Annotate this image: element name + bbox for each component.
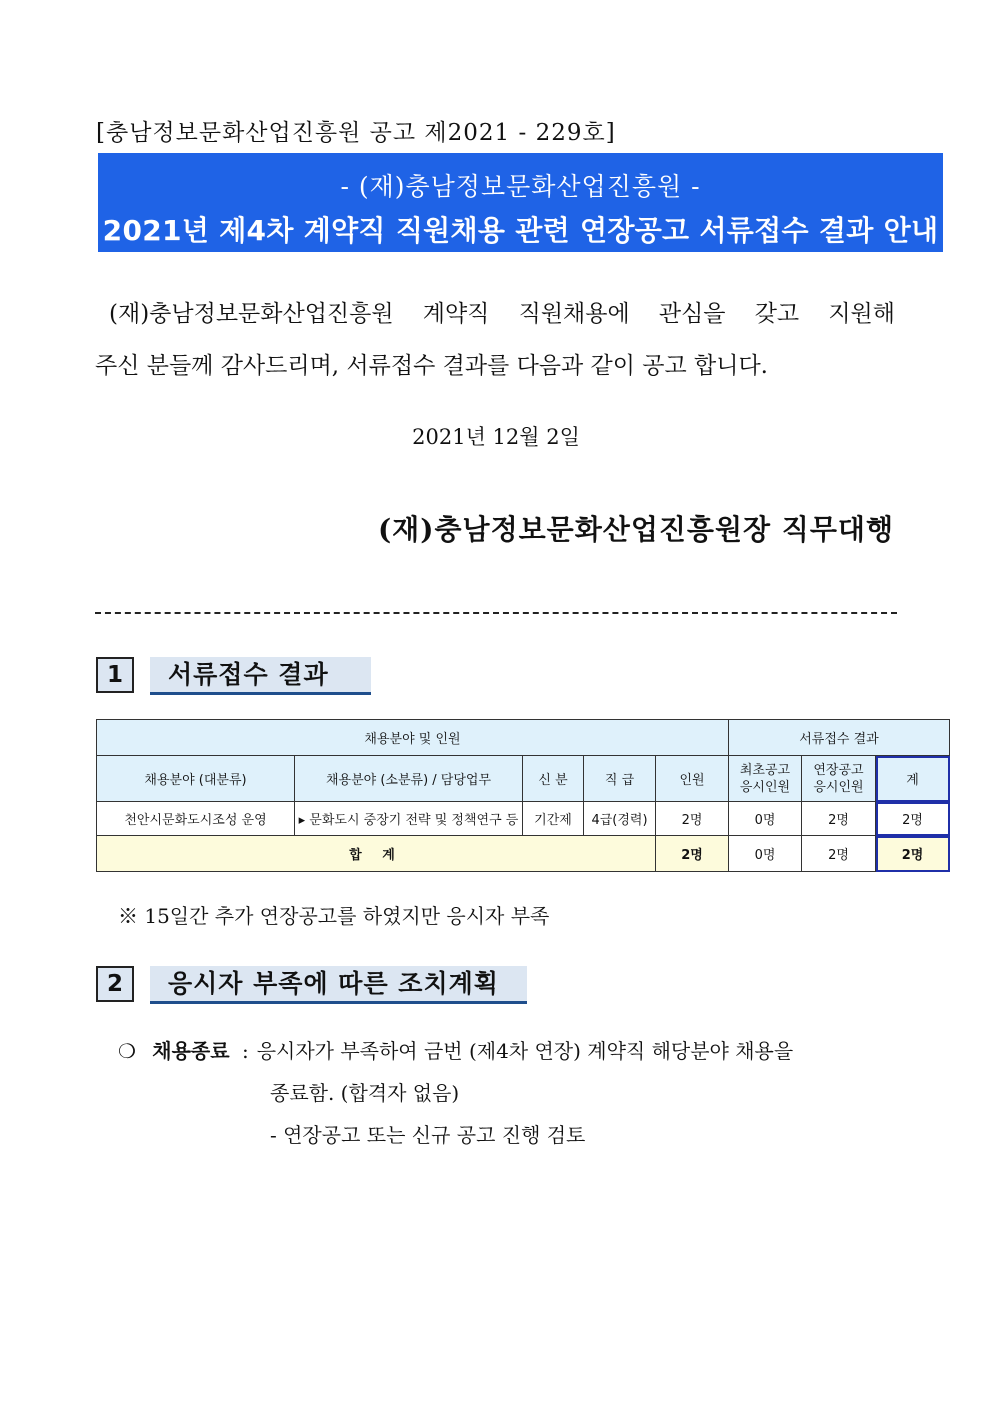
action-plan [118, 1030, 793, 1156]
section-2-number: 2 [96, 966, 134, 1002]
cell-grade: 4급(경력) [584, 802, 656, 836]
col-header-count: 인원 [656, 756, 729, 802]
intro-line-2: 주신 분들께 감사드리며, 서류접수 결과를 다음과 같이 공고 합니다. [95, 353, 768, 379]
group-header-recruitment: 채용분야 및 인원 [97, 720, 729, 756]
total-row [97, 836, 950, 872]
plan-line-2: 종료함. (합격자 없음) [270, 1081, 460, 1105]
results-table [96, 719, 950, 872]
dashed-divider [95, 612, 897, 614]
banner-subtitle: - (재)충남정보문화산업진흥원 - [340, 172, 701, 201]
intro-line-1: (재)충남정보문화산업진흥원 계약직 직원채용에 관심을 갖고 지원해 [109, 301, 895, 327]
cell-status: 기간제 [523, 802, 584, 836]
plan-colon: : [241, 1039, 249, 1063]
section-1-number: 1 [96, 657, 134, 693]
plan-line-1: 응시자가 부족하여 금번 (제4차 연장) 계약직 해당분야 채용을 [256, 1039, 794, 1063]
section-1-title: 서류접수 결과 [150, 657, 371, 695]
col-header-minor: 채용분야 (소분류) / 담당업무 [295, 756, 523, 802]
cell-major: 천안시문화도시조성 운영 [97, 802, 295, 836]
col-header-status: 신 분 [523, 756, 584, 802]
cell-sum: 2명 [876, 802, 950, 836]
total-sum: 2명 [876, 836, 950, 872]
total-count: 2명 [656, 836, 729, 872]
intro-paragraph [95, 288, 895, 392]
total-label: 합 계 [97, 836, 656, 872]
cell-extended: 2명 [802, 802, 876, 836]
col-header-initial: 최초공고 응시인원 [729, 756, 802, 802]
total-extended: 2명 [802, 836, 876, 872]
group-header-results: 서류접수 결과 [729, 720, 950, 756]
col-header-major: 채용분야 (대분류) [97, 756, 295, 802]
notice-number: [충남정보문화산업진흥원 공고 제2021 - 229호] [96, 120, 616, 146]
note-text: ※ 15일간 추가 연장공고를 하였지만 응시자 부족 [118, 904, 550, 928]
cell-count: 2명 [656, 802, 729, 836]
section-2-title: 응시자 부족에 따른 조치계획 [150, 966, 527, 1004]
total-initial: 0명 [729, 836, 802, 872]
plan-line-3: - 연장공고 또는 신규 공고 진행 검토 [270, 1123, 586, 1147]
col-header-grade: 직 급 [584, 756, 656, 802]
signature: (재)충남정보문화산업진흥원장 직무대행 [377, 513, 894, 546]
col-header-extended: 연장공고 응시인원 [802, 756, 876, 802]
cell-minor: ▸ 문화도시 중장기 전략 및 정책연구 등 [295, 802, 523, 836]
col-header-sum: 계 [876, 756, 950, 802]
plan-label: 채용종료 [152, 1039, 230, 1063]
bullet-icon: ❍ [118, 1039, 136, 1063]
notice-date: 2021년 12월 2일 [412, 425, 580, 449]
title-banner [98, 153, 943, 252]
table-row [97, 802, 950, 836]
banner-title: 2021년 제4차 계약직 직원채용 관련 연장공고 서류접수 결과 안내 [102, 214, 939, 247]
cell-initial: 0명 [729, 802, 802, 836]
